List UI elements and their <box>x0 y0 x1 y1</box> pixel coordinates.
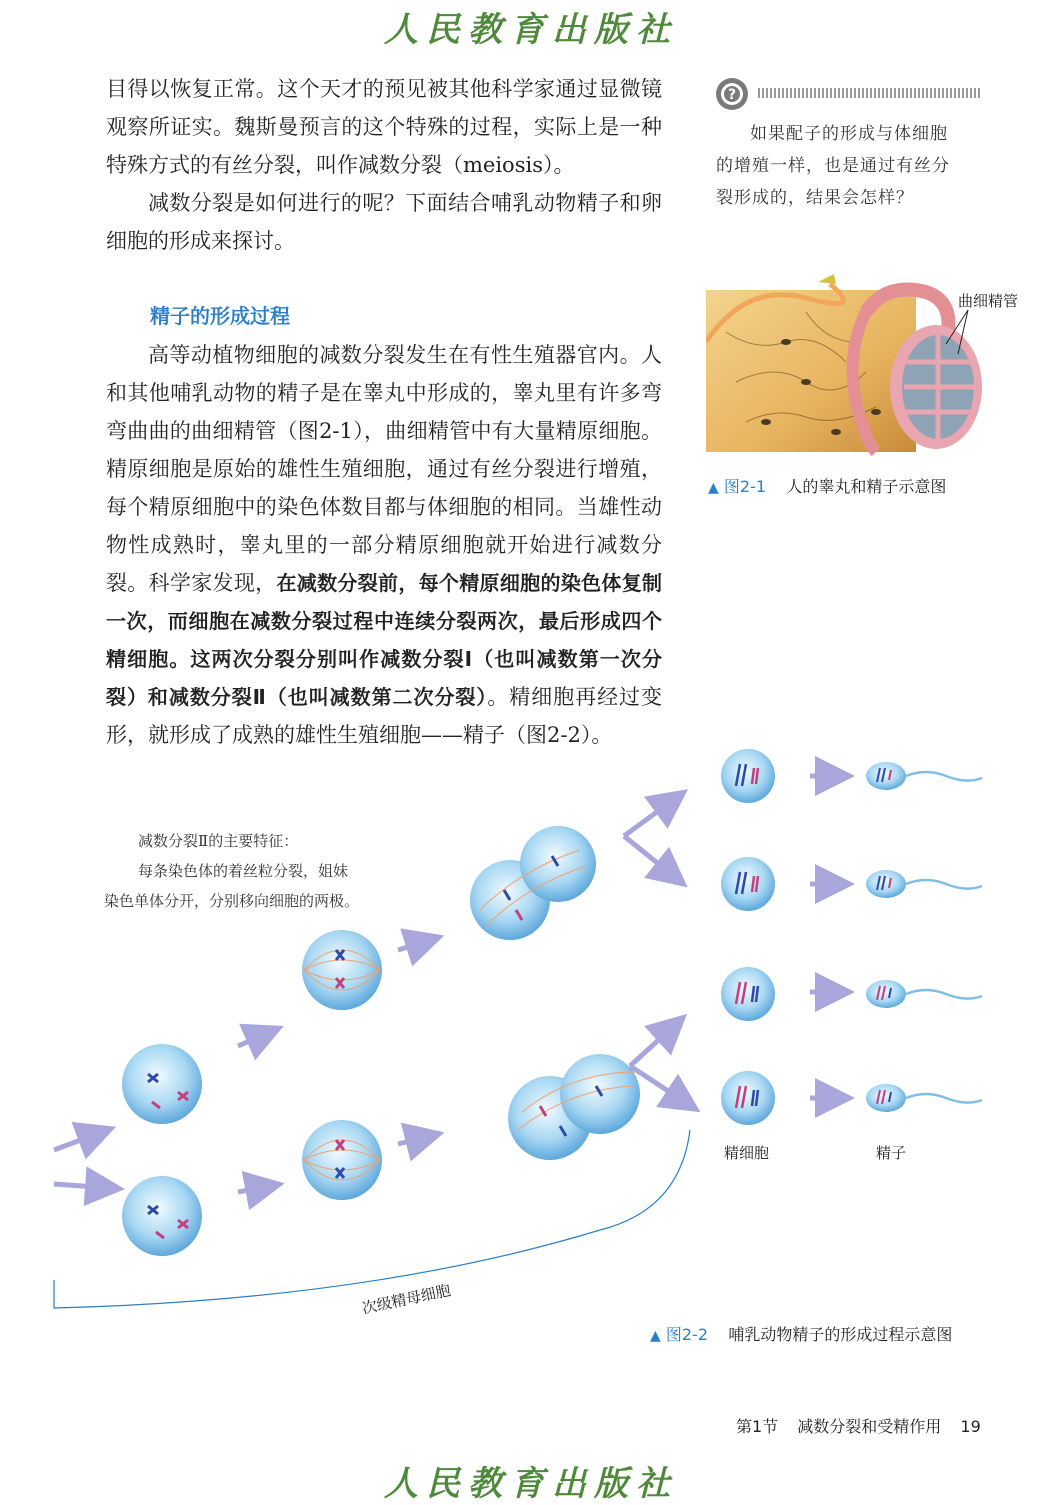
question-text <box>716 118 982 214</box>
caption-triangle-icon: ▲ <box>708 480 719 496</box>
sperm-4 <box>866 1084 982 1112</box>
figure-2-2-caption <box>650 1322 952 1345</box>
metaphase-ii-cell-upper <box>302 930 382 1010</box>
footer-title: 减数分裂和受精作用 <box>797 1417 942 1436</box>
metaphase-ii-cell-lower <box>302 1120 382 1200</box>
secondary-spermatocyte-label: 次级精母细胞 <box>360 1281 453 1318</box>
figure-2-2-number: 图2-2 <box>665 1325 709 1344</box>
intro-paragraphs <box>106 70 662 260</box>
publisher-watermark-bottom: 人民教育出版社 <box>384 1464 678 1504</box>
anaphase-ii-cell-lower <box>508 1054 640 1160</box>
question-icon <box>714 76 750 112</box>
question-line-1: 如果配子的形成与体细胞 <box>750 124 948 144</box>
note-line-2: 每条染色体的着丝粒分裂，姐妹 <box>138 862 349 880</box>
main-paragraph-bold-text: 在减数分裂前，每个精原细胞的染色体复制一次，而细胞在减数分裂过程中连续分裂两次，最后形成四个精细胞。这两次分裂分别叫作减数分裂Ⅰ（也叫减数第一次分裂）和减数分裂Ⅱ（也叫减数第二次分裂） <box>106 571 663 709</box>
footer-section: 第1节 <box>736 1417 779 1436</box>
sperm-label: 精子 <box>876 1144 907 1162</box>
spermatid-cell-2 <box>721 857 775 911</box>
question-line-2: 的增殖一样，也是通过有丝分 <box>716 156 950 176</box>
sperm-3 <box>866 980 982 1008</box>
anaphase-ii-cell-upper <box>470 826 596 940</box>
seminiferous-tubule-label: 曲细精管 <box>958 292 1019 310</box>
note-line-3: 染色单体分开，分别移向细胞的两极。 <box>104 892 360 910</box>
main-paragraph-text-2: 。精细胞再经过变形，就形成了成熟的雄性生殖细胞——精子（图2-2）。 <box>106 685 662 747</box>
paragraph-1: 目得以恢复正常。这个天才的预见被其他科学家通过显微镜观察所证实。魏斯曼预言的这个特殊的过程，实际上是一种特殊方式的有丝分裂，叫作减数分裂（meiosis）。 <box>106 77 662 177</box>
question-line-3: 裂形成的，结果会怎样？ <box>716 188 914 208</box>
main-paragraph-text-1: 高等动植物细胞的减数分裂发生在有性生殖器官内。人和其他哺乳动物的精子是在睾丸中形成的，睾丸里有许多弯弯曲曲的曲细精管（图2-1），曲细精管中有大量精原细胞。精原细胞是原始的雄性生殖细胞，通过有丝分裂进行增殖，每个精原细胞中的染色体数目都与体细胞的相同。当雄性动物性成熟时，睾丸里的一部分精原细胞就开始进行减数分裂。科学家发现， <box>106 343 662 595</box>
spermatid-cell-3 <box>721 967 775 1021</box>
sperm-1 <box>866 762 982 790</box>
figure-2-2-title: 哺乳动物精子的形成过程示意图 <box>728 1325 953 1344</box>
page-number: 19 <box>960 1417 981 1436</box>
question-divider <box>758 88 980 98</box>
secondary-spermatocyte-cell-lower <box>122 1176 202 1256</box>
sperm-2 <box>866 870 982 898</box>
note-line-1: 减数分裂Ⅱ的主要特征： <box>138 832 299 850</box>
spermatogenesis-diagram <box>40 740 1000 1320</box>
spermatid-cell-1 <box>721 749 775 803</box>
figure-2-1-number: 图2-1 <box>723 477 767 496</box>
main-paragraph <box>106 336 662 754</box>
testis-sperm-illustration <box>706 272 982 458</box>
paragraph-2: 减数分裂是如何进行的呢？下面结合哺乳动物精子和卵细胞的形成来探讨。 <box>106 191 662 253</box>
figure-2-1-title: 人的睾丸和精子示意图 <box>786 477 947 496</box>
spermatid-label: 精细胞 <box>724 1144 770 1162</box>
secondary-spermatocyte-cell-upper <box>122 1044 202 1124</box>
section-heading: 精子的形成过程 <box>150 304 290 328</box>
svg-text:?: ? <box>727 87 737 103</box>
caption-triangle-icon: ▲ <box>650 1328 661 1344</box>
figure-2-1-caption <box>708 474 946 497</box>
spermatid-cell-4 <box>721 1071 775 1125</box>
page-footer <box>736 1414 995 1437</box>
main-paragraph-block <box>106 336 662 754</box>
publisher-watermark-top: 人民教育出版社 <box>384 10 678 50</box>
